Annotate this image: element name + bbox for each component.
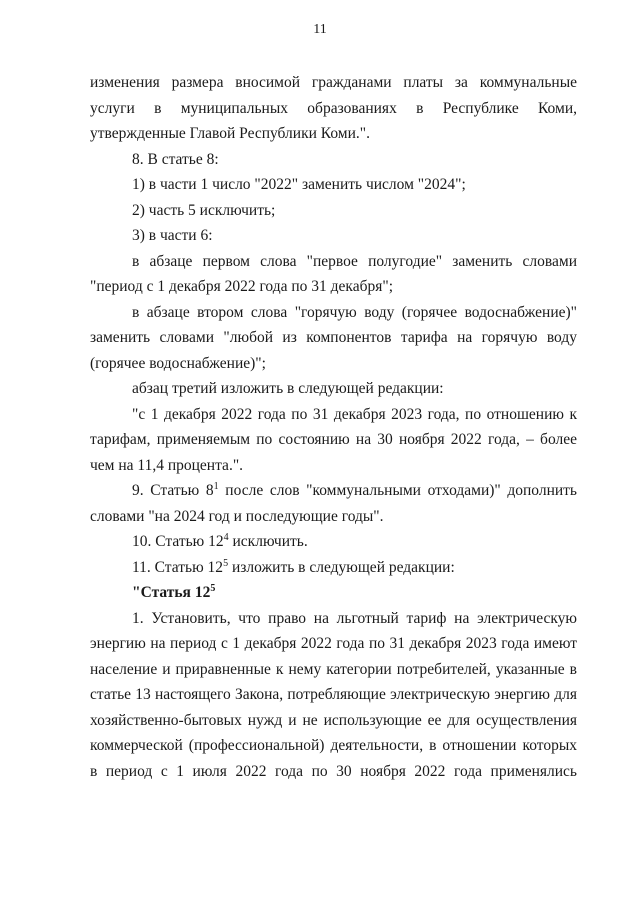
- text-fragment: 11. Статью 12: [132, 558, 224, 576]
- paragraph-abzac-second: в абзаце втором слова "горячую воду (горячее водоснабжение)" заменить словами "любой из компонентов тарифа на горячую воду (горячее водоснабжение)";: [90, 303, 577, 372]
- paragraph-rules-ending: изменения размера вносимой гражданами платы за коммунальные услуги в муниципальных образованиях в Республике Коми, утвержденные Главой Республики Коми.".: [90, 74, 577, 142]
- text-fragment: 10. Статью 12: [132, 533, 224, 550]
- paragraph-preferential-tariff: 1. Установить, что право на льготный тариф на электрическую энергию на период с 1 декабря 2022 года по 31 декабря 2023 года имеют население и приравненные к нему категории потребителей, указанные в статье 13 настоящего Закона, потребляющие электрическую энергию для хозяйственно-бытовых нужд и не использующие ее для осуществления коммерческой (профессиональной) деятельности, в отношении которых в период с 1 июля 2022 года по 30 ноября 2022 года применялись: [90, 609, 577, 780]
- article-heading: [90, 580, 577, 606]
- text-fragment: 9. Статью 8: [132, 482, 214, 499]
- superscript: 4: [223, 531, 229, 543]
- paragraph-abzac-first: в абзаце первом слова "первое полугодие" заменить словами "период с 1 декабря 2022 года по 31 декабря";: [90, 252, 577, 295]
- paragraph-article-8: 8. В статье 8:: [132, 150, 219, 168]
- paragraph-new-wording: "с 1 декабря 2022 года по 31 декабря 2023 года, по отношению к тарифам, применяемым по состоянию на 30 ноября 2022 года, – более чем на 11,4 процента.".: [90, 405, 577, 474]
- text-fragment: "Статья 12: [132, 584, 211, 601]
- text-fragment: после слов "коммунальными отходами)" дополнить словами "на 2024 год и последующие годы".: [90, 482, 578, 525]
- paragraph-article-11: [90, 555, 577, 581]
- paragraph-article-9: [90, 478, 577, 529]
- text-fragment: исключить.: [228, 533, 308, 550]
- paragraph-item-2: 2) часть 5 исключить;: [132, 201, 276, 219]
- text-fragment: изложить в следующей редакции:: [228, 558, 455, 576]
- document-body: [90, 70, 577, 784]
- superscript: 1: [213, 480, 219, 492]
- paragraph-item-1: 1) в части 1 число "2022" заменить числом "2024";: [132, 176, 466, 193]
- paragraph-item-3: 3) в части 6:: [132, 227, 213, 244]
- superscript: 5: [210, 582, 216, 594]
- page-number: 11: [313, 22, 327, 37]
- superscript: 5: [223, 557, 229, 569]
- paragraph-abzac-third: абзац третий изложить в следующей редакции:: [132, 380, 444, 397]
- paragraph-article-10: [90, 529, 577, 555]
